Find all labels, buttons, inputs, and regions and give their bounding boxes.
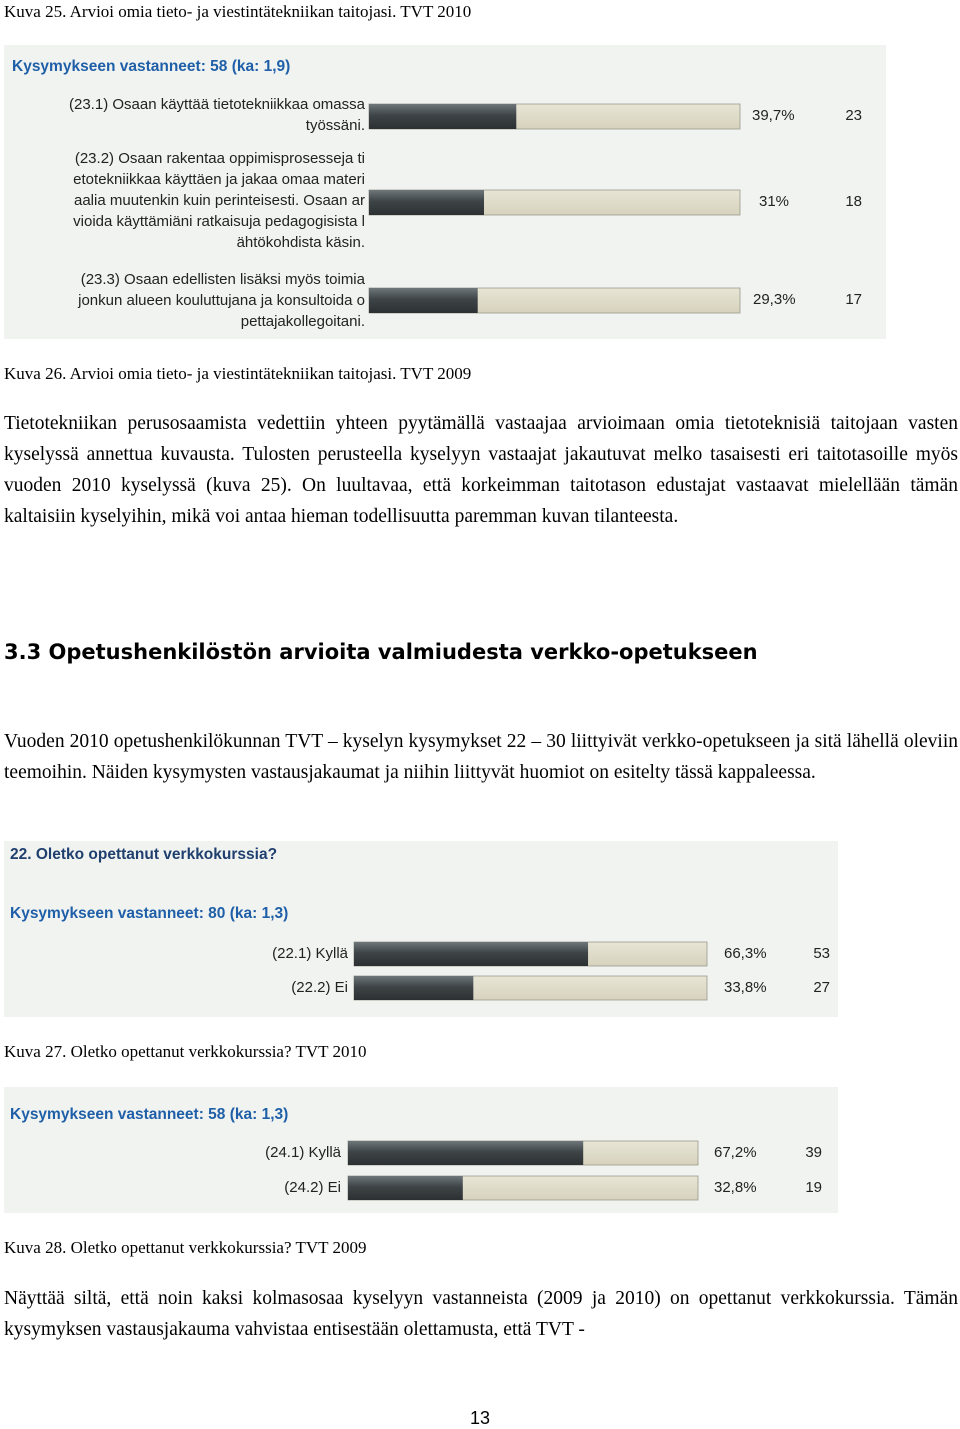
chart2-category-label: (22.1) Kyllä: [272, 945, 348, 962]
caption-kuva28: Kuva 28. Oletko opettanut verkkokurssia? TVT 2009: [4, 1238, 367, 1257]
chart3-percent-label: 32,8%: [714, 1179, 757, 1196]
chart2-bar: [354, 942, 588, 966]
chart2-bars: [4, 841, 838, 1017]
chart1-category-label-line: (23.1) Osaan käyttää tietotekniikkaa omassa: [69, 96, 365, 113]
page-number: 13: [469, 1408, 491, 1428]
paragraph-1: Tietotekniikan perusosaamista vedettiin yhteen pyytämällä vastaajaa arvioimaan omia tietoteknisiä taitojaan vasten kyselyssä annettua kuvausta. Tulosten perusteella kyselyyn vastaajat jakautuvat melko tasaisesti eri taitotasoille myös vuoden 2010 kyselyssä (kuva 25). On luultavaa, että korkeimman taitotason edustajat vastaavat mielellään tämän kaltaisiin kyselyihin, mikä voi antaa hieman todellisuutta paremman kuvan tilanteesta.: [4, 413, 958, 527]
chart2-title: 22. Oletko opettanut verkkokurssia?: [10, 846, 278, 863]
chart3-bar: [348, 1176, 463, 1200]
chart2-count-label: 27: [813, 979, 830, 996]
chart2-header: Kysymykseen vastanneet: 80 (ka: 1,3): [10, 905, 289, 922]
chart1-percent-label: 39,7%: [752, 107, 795, 124]
chart3-percent-label: 67,2%: [714, 1144, 757, 1161]
chart1-category-label-line: ähtökohdista käsin.: [236, 234, 365, 251]
chart3-bar: [348, 1141, 583, 1165]
chart1-count-label: 18: [845, 193, 862, 210]
chart3-count-label: 19: [805, 1179, 822, 1196]
caption-kuva26: Kuva 26. Arvioi omia tieto- ja viestintätekniikan taitojasi. TVT 2009: [4, 364, 472, 383]
paragraph-3: Näyttää siltä, että noin kaksi kolmasosaa kyselyyn vastanneista (2009 ja 2010) on opettanut verkkokurssia. Tämän kysymyksen vastausjakauma vahvistaa entisestään olettamusta, että TVT -: [4, 1288, 958, 1340]
chart3-header: Kysymykseen vastanneet: 58 (ka: 1,3): [10, 1106, 289, 1123]
chart1-category-label-line: pettajakollegoitani.: [240, 313, 365, 330]
paragraph-2: Vuoden 2010 opetushenkilökunnan TVT – kyselyn kysymykset 22 – 30 liittyivät verkko-opetukseen ja sitä lähellä oleviin teemoihin. Näiden kysymysten vastausjakaumat ja niihin liittyvät huomiot on esitelty tässä kappaleessa.: [4, 731, 958, 783]
chart-panel-3: [4, 1087, 838, 1213]
chart2-percent-label: 33,8%: [724, 979, 767, 996]
chart1-category-label-line: työssäni.: [305, 117, 365, 134]
chart1-category-label-line: (23.2) Osaan rakentaa oppimisprosesseja ti: [74, 150, 365, 167]
chart1-percent-label: 31%: [759, 193, 790, 210]
chart-panel-2: [4, 841, 838, 1017]
caption-kuva25: Kuva 25. Arvioi omia tieto- ja viestintätekniikan taitojasi. TVT 2010: [4, 2, 472, 21]
chart1-header: Kysymykseen vastanneet: 58 (ka: 1,9): [12, 58, 291, 75]
section-heading: 3.3 Opetushenkilöstön arvioita valmiudesta verkko-opetukseen: [4, 640, 758, 664]
chart1-percent-label: 29,3%: [753, 291, 796, 308]
chart3-category-label: (24.2) Ei: [284, 1179, 341, 1196]
chart1-bar: [369, 190, 484, 215]
chart1-count-label: 17: [845, 291, 862, 308]
chart1-bar: [369, 288, 478, 313]
chart1-category-label-line: jonkun alueen kouluttujana ja konsultoida o: [78, 292, 365, 309]
chart2-bar: [354, 976, 473, 1000]
chart3-bars: [4, 1087, 838, 1213]
chart1-category-label-line: aalia muutenkin kuin perinteisesti. Osaan ar: [74, 192, 365, 209]
chart1-category-label-line: etotekniikkaa käyttäen ja jakaa omaa materi: [73, 171, 365, 188]
chart3-category-label: (24.1) Kyllä: [265, 1144, 341, 1161]
chart3-count-label: 39: [805, 1144, 822, 1161]
chart1-category-label-line: vioida käyttämiäni ratkaisuja pedagogisista l: [73, 213, 365, 230]
chart1-category-label-line: (23.3) Osaan edellisten lisäksi myös toimia: [80, 271, 365, 288]
caption-kuva27: Kuva 27. Oletko opettanut verkkokurssia? TVT 2010: [4, 1042, 367, 1061]
chart2-percent-label: 66,3%: [724, 945, 767, 962]
chart2-count-label: 53: [813, 945, 830, 962]
chart1-bar: [369, 104, 516, 129]
chart-panel-1: [4, 45, 886, 339]
chart1-count-label: 23: [845, 107, 862, 124]
chart2-category-label: (22.2) Ei: [291, 979, 348, 996]
